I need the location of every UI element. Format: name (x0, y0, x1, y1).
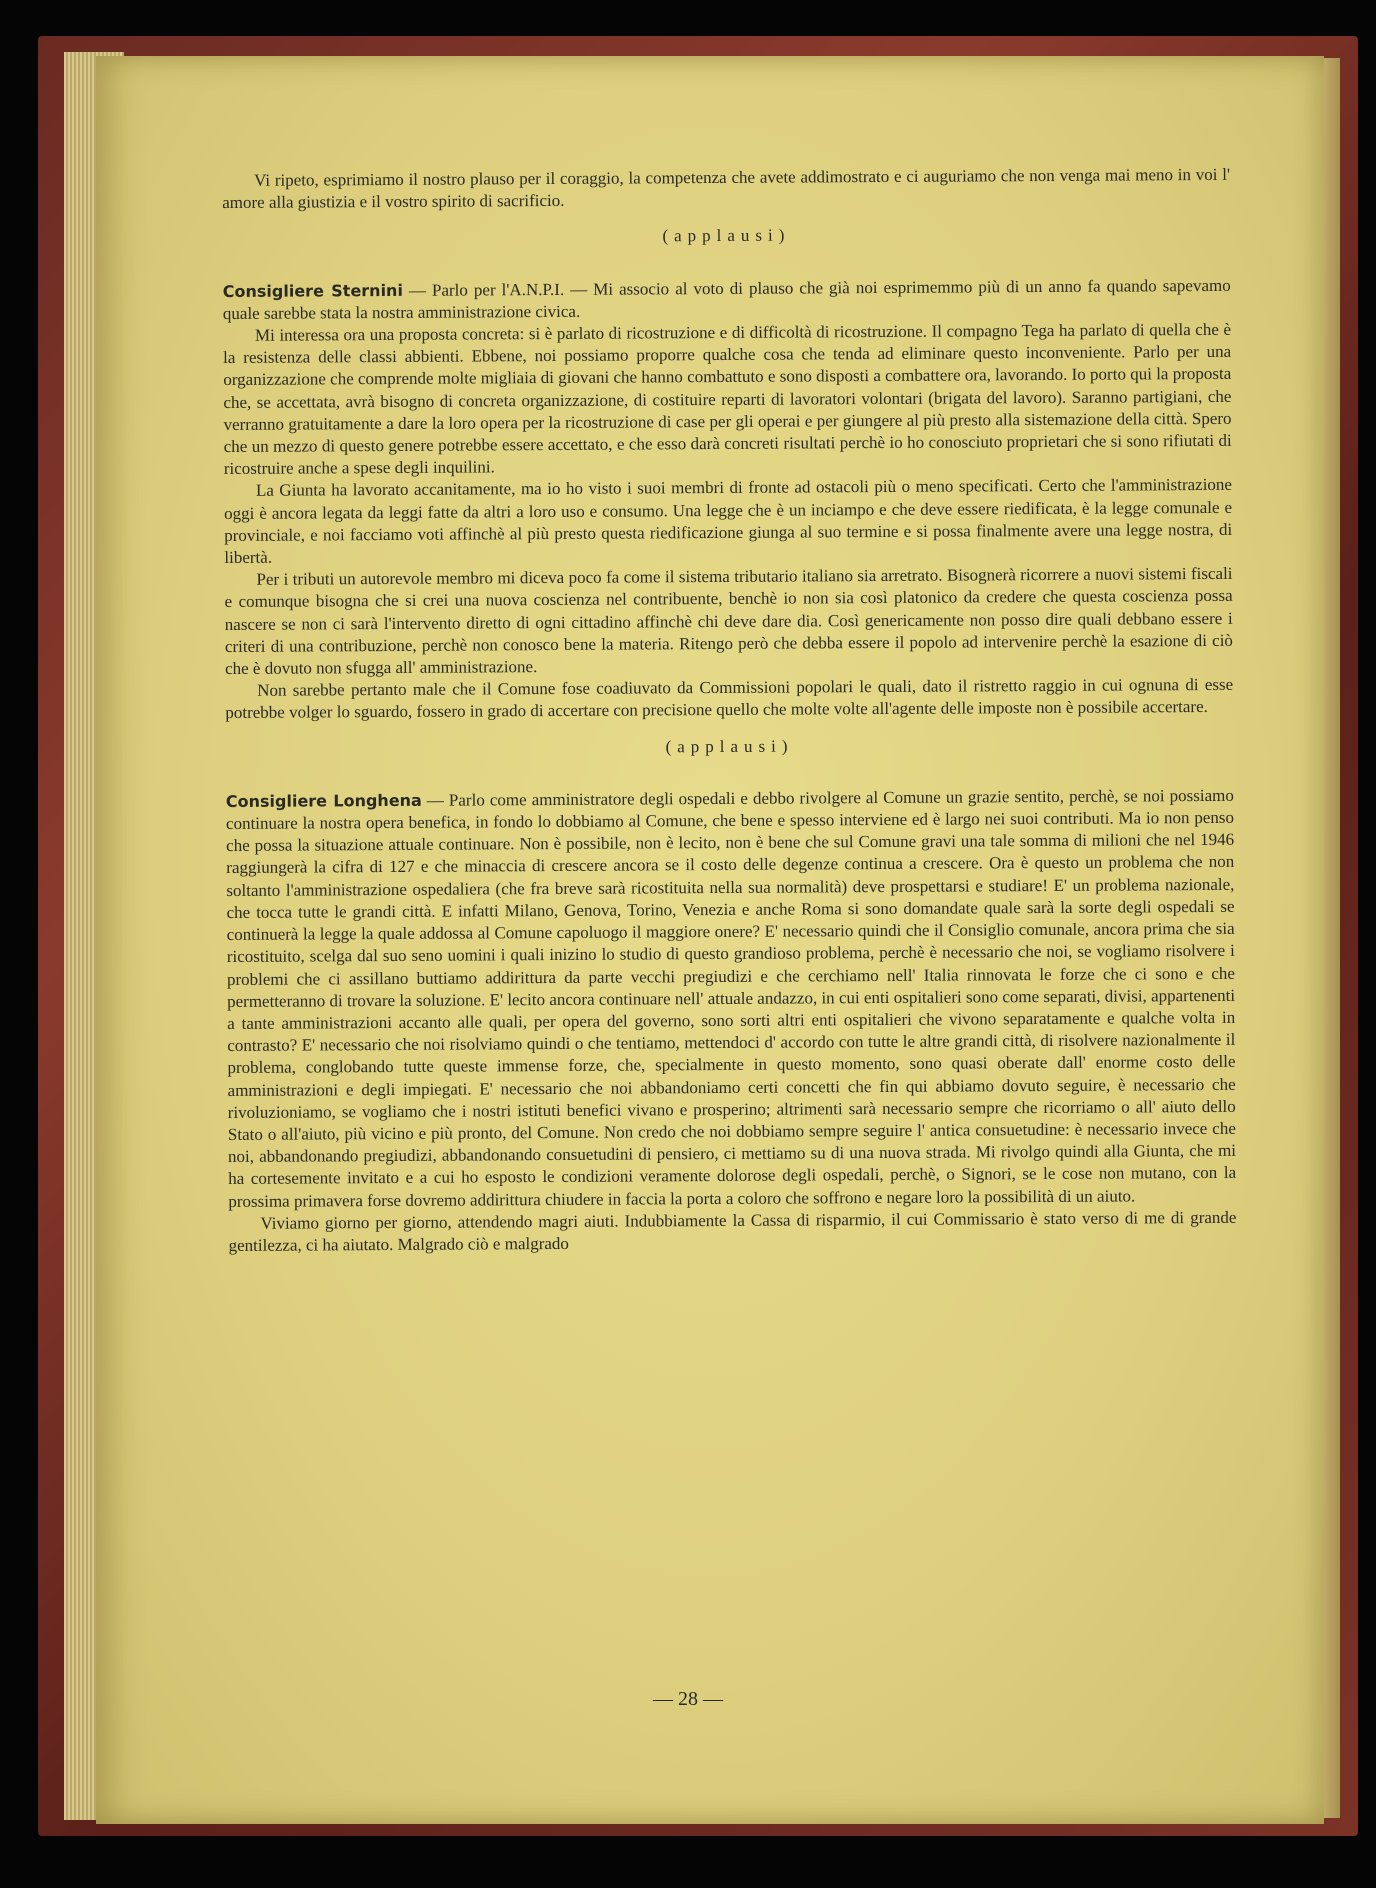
applause-note: (applausi) (662, 225, 791, 246)
page-number: — 28 — (653, 1688, 723, 1710)
speaker-name: Consigliere Longhena (225, 790, 422, 811)
paragraph: Per i tributi un autorevole membro mi diceva poco fa come il sistema tributario italiano sia arretrato. Bisognerà ricorrere a nuovi sistemi fiscali e comunque bisogna che si crei una nuova coscienza nel contribuente, benchè io non sia così platonico da credere che questa coscienza possa nascere se non ci sarà l'intervento diretto di ogni cittadino affinchè chi deve dare dia. Così genericamente non posso dire quali debbano essere i criteri di una contribuzione, perchè non conosco bene la materia. Ritengo però che debba essere il popolo ad intervenire perchè la esazione di ciò che è dovuto non sfugga all' amministrazione. (224, 564, 1233, 679)
paragraph: La Giunta ha lavorato accanitamente, ma io ho visto i suoi membri di fronte ad ostacoli più o meno specificati. Certo che l'amministrazione oggi è ancora legata da leggi fatte da altri a loro uso e consumo. Una legge che è un inciampo e che deve essere riedificata, è la legge comunale e provinciale, e noi facciamo voti affinchè al più presto questa riedificazione giunga al suo termine e si possa finalmente avere una legge nostra, di libertà. (224, 475, 1233, 568)
page-text (222, 164, 1237, 1257)
speech-intro-text: — Parlo per l'A.N.P.I. — Mi associo al voto di plauso che già noi esprimemmo più di un anno fa quando sapevamo quale sarebbe stata la nostra amministrazione civica. (222, 275, 1231, 323)
speaker-name: Consigliere Sternini (222, 280, 403, 301)
speech-intro-text: — Parlo come amministratore degli ospedali e debbo rivolgere al Comune un grazie sentito, perchè, se noi possiamo continuare la nostra opera benefica, in fondo lo dobbiamo al Comune, che bene e spesso interviene ed è largo nei suoi contributi. Ma io non penso che possa la situazione attuale continuare. Non è possibile, non è lecito, non è bene che sul Comune gravi una tale somma di milioni che nel 1946 raggiungerà la cifra di 127 e che minaccia di crescere ancora se il costo delle degenze continua a crescere. Ora è questo un problema che non soltanto l'amministrazione ospedaliera (che fra breve sarà ricostituita nella sua normalità) deve prospettarsi e studiare! E' un problema nazionale, che tocca tutte le grandi città. E infatti Milano, Genova, Torino, Venezia e anche Roma si sono domandate quale sarà la sorte degli ospedali se continuerà la legge la quale addossa al Comune capoluogo il maggiore onere? E' necessario quindi che il Consiglio comunale, ancora prima che sia ricostituito, scelga dal suo seno uomini i quali inizino lo studio di questo grandioso problema, perchè è necessario che noi, se vogliamo risolvere i problemi che ci assillano buttiamo addirittura da parte vecchi pregiudizi e che cerchiamo nell' Italia rinnovata le forze che ci sono e che permetteranno di trovare la soluzione. E' lecito ancora continuare nell' attuale andazzo, in cui enti ospitalieri sono come separati, divisi, appartenenti a tante amministrazioni accanto alle quali, per opera del governo, sono sorti altri enti ospitalieri che vivono separatamente e qualche volta in contrasto? E' necessario che noi risolviamo quindi o che tentiamo, mettendoci d' accordo con tutte le altre grandi città, di risolvere nazionalmente il problema, conglobando tutte queste immense forze, che, specialmente in questo momento, sono quasi oberate dall' enorme costo delle amministrazioni e degli impiegati. E' necessario che noi abbandoniamo certi concetti che fin qui abbiamo dovuto seguire, è necessario che rivoluzioniamo, se vogliamo che i nostri istituti benefici vivano e prosperino; altrimenti sarà necessario sempre che ricorriamo o all' aiuto dello Stato o all'aiuto, più vicino e più pronto, del Comune. Non credo che noi dobbiamo sempre seguire l' antica consuetudine: è necessario invece che noi, abbandonando pregiudizi, abbandonando consuetudini di pensiero, ci mettiamo su di una nuova strada. Mi rivolgo quindi alla Giunta, che mi ha cortesemente invitato e a cui ho esposto le condizioni veramente dolorose degli ospedali, perchè, o Signori, se le cose non mutano, con la prossima primavera forse dovremo addirittura chiudere in faccia la porta a coloro che soffrono e negare loro la possibilità di un aiuto. (225, 785, 1237, 1211)
paragraph: Vi ripeto, esprimiamo il nostro plauso per il coraggio, la competenza che avete addimostrato e ci auguriamo che non venga mai meno in voi l' amore alla giustizia e il vostro spirito di sacrificio. (222, 164, 1231, 213)
speech-intro (226, 785, 1237, 1213)
applause-note: (applausi) (665, 736, 794, 756)
speech-intro (223, 274, 1231, 325)
paragraph: Non sarebbe pertanto male che il Comune fose coadiuvato da Commissioni popolari le quali, dato il ristretto raggio in cui ognuna di esse potrebbe volger lo sguardo, fossero in grado di accertare con precisione quello che molte volte all'agente delle imposte non è possibile accertare. (225, 675, 1234, 723)
paragraph: Mi interessa ora una proposta concreta: si è parlato di ricostruzione e di difficoltà di ricostruzione. Il compagno Tega ha parlato di quella che è la resistenza delle classi abbienti. Ebbene, noi possiamo proporre qualche cosa che tenda ad eliminare questo inconveniente. Parlo per una organizzazione che comprende molte migliaia di giovani che hanno combattuto e sono disposti a combattere ora, lavorando. Io porto qui la proposta che, se accettata, avrà bisogno di concreta organizzazione, di costituire reparti di lavoratori volontari (brigata del lavoro). Saranno partigiani, che verranno gratuitamente a dare la loro opera per la ricostruzione di case per gli operai e per giungere al più presto alla sistemazione della città. Spero che un mezzo di questo genere potrebbe essere accettato, e che esso darà concreti risultati perchè io ho conosciuto proprietari che si sono rifiutati di ricostruire anche a spese degli inquilini. (223, 319, 1232, 479)
paragraph: Viviamo giorno per giorno, attendendo magri aiuti. Indubbiamente la Cassa di risparmio, il cui Commissario è stato verso di me di grande gentilezza, ci ha aiutato. Malgrado ciò e malgrado (228, 1207, 1237, 1255)
